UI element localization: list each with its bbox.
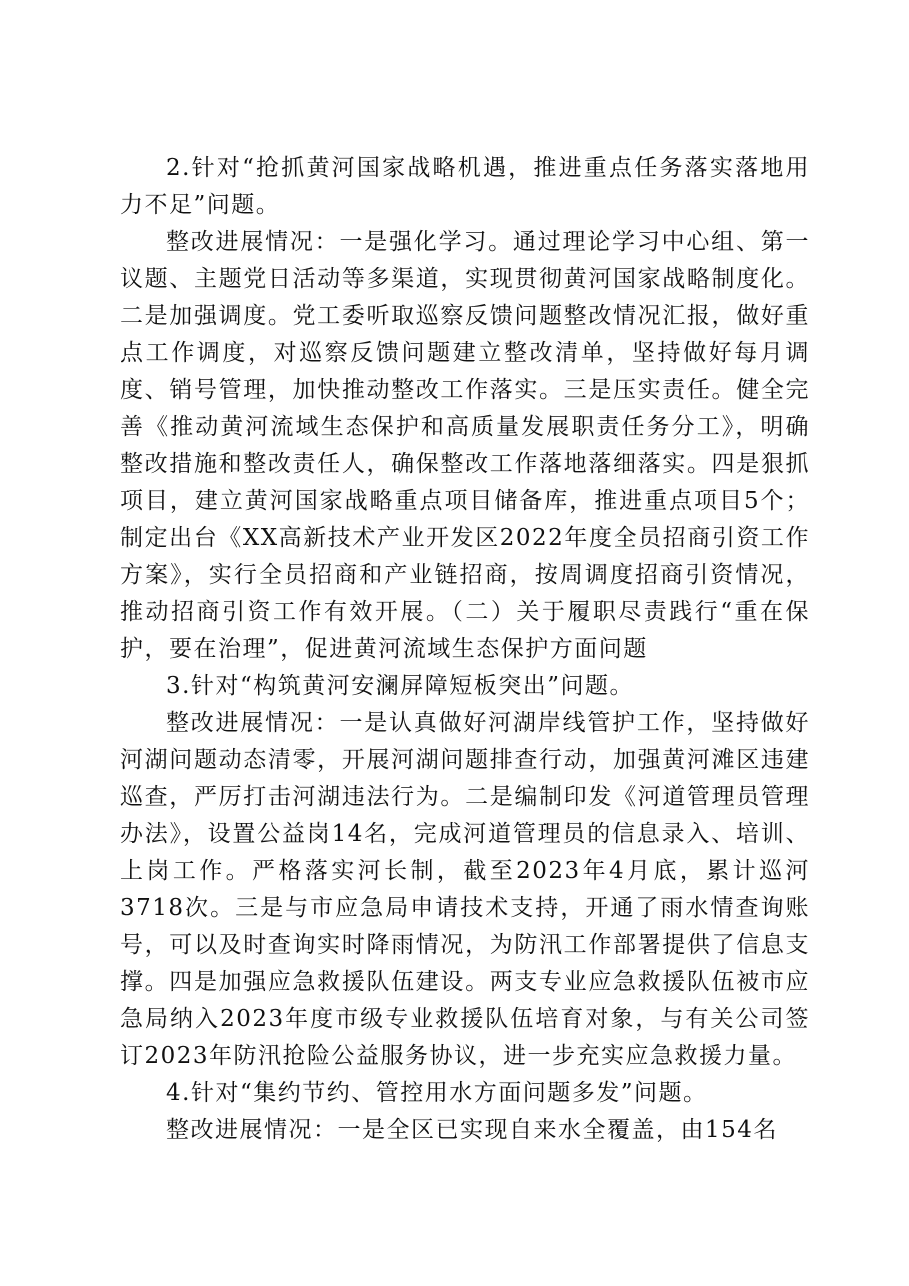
document-body (120, 150, 810, 1149)
paragraph-item-2-heading: 2.针对“抢抓黄河国家战略机遇，推进重点任务落实落地用力不足”问题。 (120, 155, 810, 218)
paragraph-item-4-heading: 4.针对“集约节约、管控用水方面问题多发”问题。 (166, 1080, 708, 1106)
paragraph-item-3-progress: 整改进展情况：一是认真做好河湖岸线管护工作，坚持做好河湖问题动态清零，开展河湖问题排查行动，加强黄河滩区违建巡查，严厉打击河湖违法行为。二是编制印发《河道管理员管理办法》，设置公益岗14名，完成河道管理员的信息录入、培训、上岗工作。严格落实河长制，截至2023年4月底，累计巡河3718次。三是与市应急局申请技术支持，开通了雨水情查询账号，可以及时查询实时降雨情况，为防汛工作部署提供了信息支撑。四是加强应急救援队伍建设。两支专业应急救援队伍被市应急局纳入2023年度市级专业救援队伍培育对象，与有关公司签订2023年防汛抢险公益服务协议，进一步充实应急救援力量。 (120, 710, 810, 1069)
paragraph-item-3-heading: 3.针对“构筑黄河安澜屏障短板突出”问题。 (166, 673, 634, 699)
paragraph-item-2-progress: 整改进展情况：一是强化学习。通过理论学习中心组、第一议题、主题党日活动等多渠道，实现贯彻黄河国家战略制度化。二是加强调度。党工委听取巡察反馈问题整改情况汇报，做好重点工作调度，对巡察反馈问题建立整改清单，坚持做好每月调度、销号管理，加快推动整改工作落实。三是压实责任。健全完善《推动黄河流域生态保护和高质量发展职责任务分工》，明确整改措施和整改责任人，确保整改工作落地落细落实。四是狠抓项目，建立黄河国家战略重点项目储备库，推进重点项目5个；制定出台《XX高新技术产业开发区2022年度全员招商引资工作方案》，实行全员招商和产业链招商，按周调度招商引资情况，推动招商引资工作有效开展。（二）关于履职尽责践行“重在保护，要在治理”，促进黄河流域生态保护方面问题 (120, 229, 810, 662)
paragraph-item-4-progress: 整改进展情况：一是全区已实现自来水全覆盖，由154名 (166, 1117, 778, 1143)
